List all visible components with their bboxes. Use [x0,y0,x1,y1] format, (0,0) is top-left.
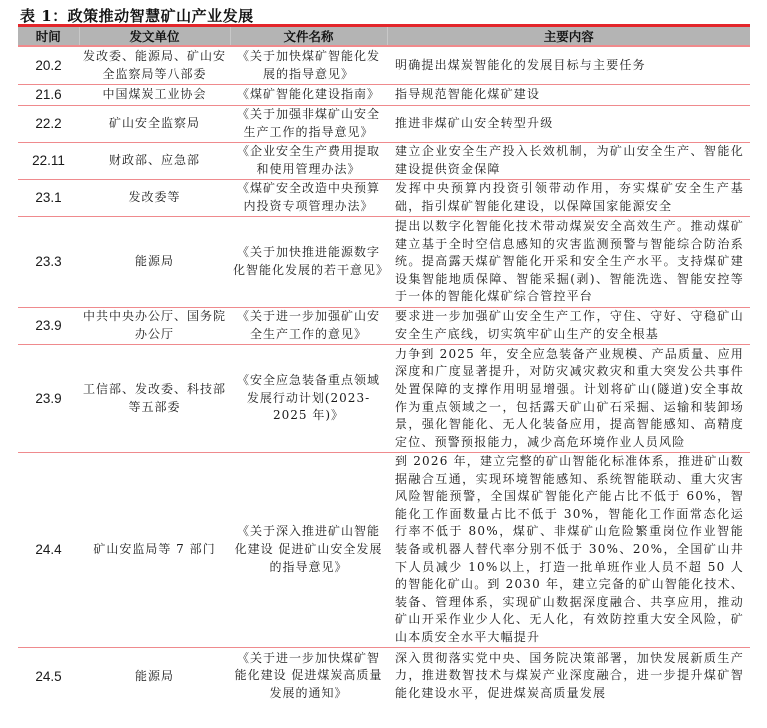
cell-document: 《关于加快煤矿智能化发展的指导意见》 [230,46,387,85]
cell-issuer: 发改委、能源局、矿山安全监察局等八部委 [79,46,230,85]
cell-document: 《企业安全生产费用提取和使用管理办法》 [230,143,387,180]
table-row [18,46,750,85]
cell-issuer: 能源局 [134,668,174,683]
header-time: 时间 [18,26,79,47]
cell-time: 23.1 [18,180,79,217]
cell-document: 《安全应急装备重点领域发展行动计划(2023-2025 年)》 [230,345,387,453]
cell-document: 《关于加强非煤矿山安全生产工作的指导意见》 [230,106,387,143]
table-header-row [18,26,750,47]
header-issuer: 发文单位 [79,26,230,47]
cell-content: 深入贯彻落实党中央、国务院决策部署，加快发展新质生产力，推进数智技术与煤炭产业深度融合，进一步提升煤矿智能化建设水平，促进煤炭高质量发展 [395,650,744,700]
cell-time: 22.11 [18,143,79,180]
cell-issuer: 能源局 [79,217,230,308]
cell-document: 《煤矿安全改造中央预算内投资专项管理办法》 [230,180,387,217]
cell-time: 24.4 [18,453,79,648]
header-document: 文件名称 [230,26,387,47]
cell-document: 《关于进一步加快煤矿智能化建设 促进煤炭高质量发展的通知》 [234,650,383,700]
header-content: 主要内容 [387,26,750,47]
cell-issuer: 财政部、应急部 [79,143,230,180]
cell-time: 21.6 [18,85,79,106]
table-row [18,180,750,217]
cell-content: 明确提出煤炭智能化的发展目标与主要任务 [387,46,750,85]
cell-content: 发挥中央预算内投资引领带动作用，夯实煤矿安全生产基础，指引煤矿智能化建设，以保障国家能源安全 [387,180,750,217]
cell-content: 提出以数字化智能化技术带动煤炭安全高效生产。推动煤矿建立基于全时空信息感知的灾害监测预警与智能综合防治系统。提高露天煤矿智能化开采和安全生产水平。支持煤矿建设集智能地质保障、智能采掘(剥)、智能洗选、智能安控等于一体的智能化煤矿综合管控平台 [387,217,750,308]
cell-time: 23.3 [18,217,79,308]
cell-issuer: 中国煤炭工业协会 [79,85,230,106]
table-caption: 表 1：政策推动智慧矿山产业发展 [20,7,254,25]
cell-document: 《关于深入推进矿山智能化建设 促进矿山安全发展的指导意见》 [230,453,387,648]
cell-issuer: 工信部、发改委、科技部等五部委 [79,345,230,453]
cell-content: 要求进一步加强矿山安全生产工作，守住、守好、守稳矿山安全生产底线，切实筑牢矿山生产的安全根基 [387,308,750,345]
cell-issuer: 矿山安监局等 7 部门 [79,453,230,648]
cell-document: 《关于进一步加强矿山安全生产工作的意见》 [230,308,387,345]
cell-content: 推进非煤矿山安全转型升级 [387,106,750,143]
cell-document: 《煤矿智能化建设指南》 [230,85,387,106]
cell-time: 22.2 [18,106,79,143]
cell-content: 力争到 2025 年，安全应急装备产业规模、产品质量、应用深度和广度显著提升，对防灾减灾救灾和重大突发公共事件处置保障的支撑作用明显增强。计划将矿山(隧道)安全事故作为重点领域之一，包括露天矿山矿石采掘、运输和装卸场景，强化智能化、无人化装备应用，提高智能感知、高精度定位、预警预报能力，减少高危环境作业人员风险 [387,345,750,453]
cell-content: 到 2026 年，建立完整的矿山智能化标准体系，推进矿山数据融合互通，实现环境智能感知、系统智能联动、重大灾害风险智能预警，全国煤矿智能化产能占比不低于 60%，智能化工作面数量占比不低于 30%，智能化工作面常态化运行率不低于 80%，煤矿、非煤矿山危险繁重岗位作业智能装备或机器人替代率分别不低于 30%、20%，全国矿山井下人员减少 10%以上，打造一批单班作业人员不超 50 人的智能化矿山。到 2030 年，建立完备的矿山智能化技术、装备、管理体系，实现矿山数据深度融合、共享应用，推动矿山开采作业少人化、无人化，有效防控重大安全风险，矿山本质安全水平大幅提升 [387,453,750,648]
table-row [18,453,750,648]
table-row [18,308,750,345]
cell-issuer: 矿山安全监察局 [79,106,230,143]
table-row [18,647,750,728]
table-row [18,217,750,308]
policy-table [18,24,750,728]
table-row [18,345,750,453]
cell-content: 建立企业安全生产投入长效机制，为矿山安全生产、智能化建设提供资金保障 [387,143,750,180]
cell-content: 指导规范智能化煤矿建设 [387,85,750,106]
cell-time: 20.2 [18,46,79,85]
cell-time: 23.9 [18,345,79,453]
cell-time: 24.5 [35,668,62,684]
cell-document: 《关于加快推进能源数字化智能化发展的若干意见》 [230,217,387,308]
table-row [18,106,750,143]
table-row [18,143,750,180]
cell-issuer: 发改委等 [79,180,230,217]
cell-issuer: 中共中央办公厅、国务院办公厅 [79,308,230,345]
cell-time: 23.9 [18,308,79,345]
table-row [18,85,750,106]
